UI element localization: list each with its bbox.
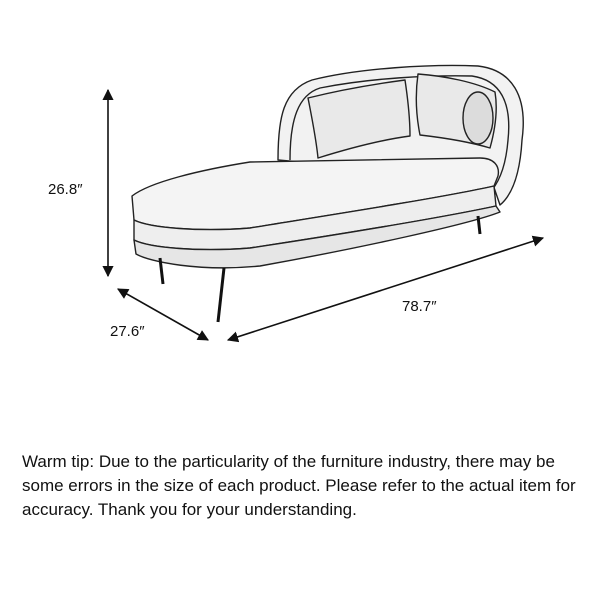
length-label: 78.7″ — [402, 298, 437, 315]
height-label: 26.8″ — [48, 181, 83, 198]
warm-tip-text: Warm tip: Due to the particularity of the furniture industry, there may be some errors in the size of each product. Please refer to the actual item for accuracy. Thank you for your understanding. — [22, 452, 576, 519]
chaise-lounge — [132, 66, 523, 322]
bolster-end — [463, 92, 493, 144]
depth-label: 27.6″ — [110, 323, 145, 340]
back-leg — [478, 216, 480, 234]
front-leg — [218, 268, 224, 322]
